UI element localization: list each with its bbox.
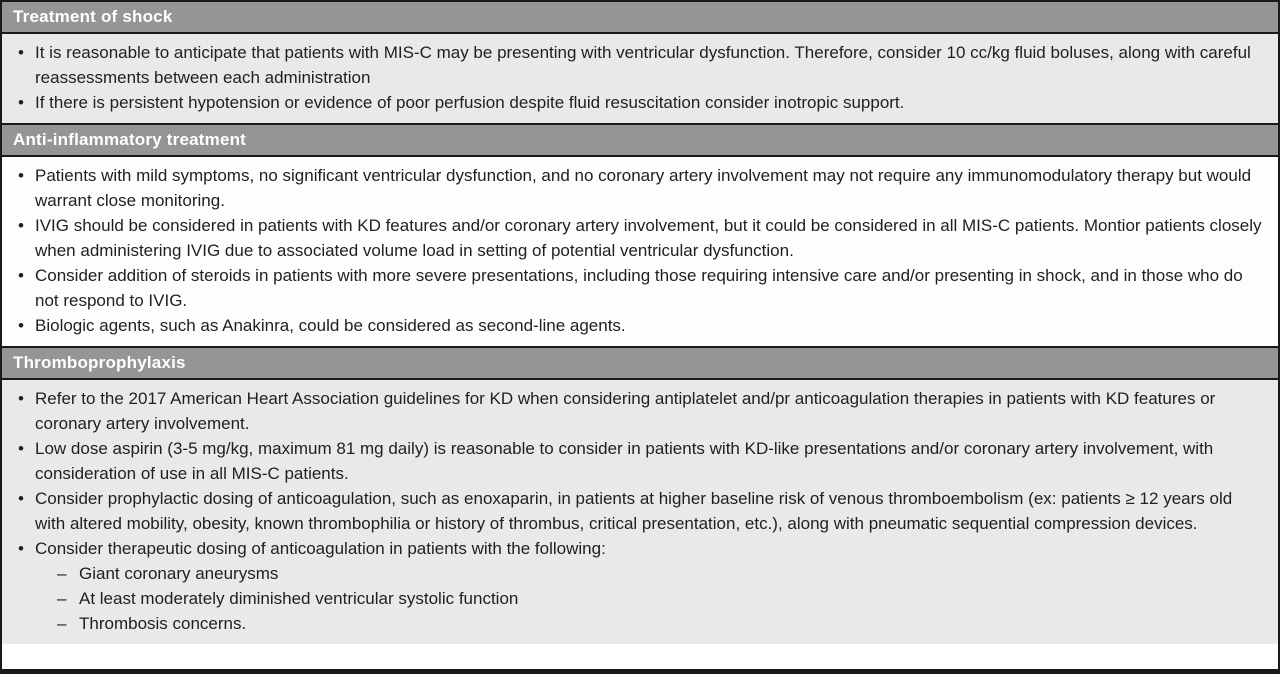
section-body [2,34,1278,123]
bullet-text: IVIG should be considered in patients with KD features and/or coronary artery involvement, but it could be considered in all MIS-C patients. Montior patients closely when administering IVIG due to associated volume load in setting of potential ventricular dysfunction. [35,216,1262,260]
dash-marker: – [57,589,67,608]
bullet-item [18,163,1270,213]
bullet-item [18,536,1270,561]
bullet-text: Biologic agents, such as Anakinra, could be considered as second-line agents. [35,316,626,335]
bullet-item [18,313,1270,338]
bullet-marker: • [18,316,24,335]
sub-item [57,611,1270,636]
bullet-text: Patients with mild symptoms, no significant ventricular dysfunction, and no coronary artery involvement may not require any immunomodulatory therapy but would warrant close monitoring. [35,166,1252,210]
bullet-marker: • [18,216,24,235]
table-section [2,123,1278,346]
bullet-item [18,40,1270,90]
table-section [2,346,1278,669]
bullet-marker: • [18,489,24,508]
bullet-item [18,90,1270,115]
bullet-marker: • [18,439,24,458]
bullet-item [18,386,1270,436]
bullet-marker: • [18,43,24,62]
bullet-marker: • [18,93,24,112]
bullet-item [18,436,1270,486]
bullet-text: Consider prophylactic dosing of anticoagulation, such as enoxaparin, in patients at higher baseline risk of venous thromboembolism (ex: patients ≥ 12 years old with altered mobility, obesity, known thrombophilia or history of thrombus, critical presentation, etc.), along with pneumatic sequential compression devices. [35,489,1233,533]
bullet-item [18,213,1270,263]
bullet-text: If there is persistent hypotension or evidence of poor perfusion despite fluid resuscitation consider inotropic support. [35,93,905,112]
bullet-text: It is reasonable to anticipate that patients with MIS-C may be presenting with ventricular dysfunction. Therefore, consider 10 cc/kg fluid boluses, along with careful reassessments between each administration [35,43,1251,87]
sub-item-text: At least moderately diminished ventricular systolic function [79,589,519,608]
bullet-text: Low dose aspirin (3-5 mg/kg, maximum 81 mg daily) is reasonable to consider in patients with KD-like presentations and/or coronary artery involvement, with consideration of use in all MIS-C patients. [35,439,1214,483]
section-header: Treatment of shock [2,2,1278,34]
section-header: Anti-inflammatory treatment [2,123,1278,157]
bullet-text: Refer to the 2017 American Heart Association guidelines for KD when considering antiplatelet and/pr anticoagulation therapies in patients with KD features or coronary artery involvement. [35,389,1216,433]
bullet-item [18,263,1270,313]
sub-item-text: Thrombosis concerns. [79,614,247,633]
sub-item [57,561,1270,586]
bullet-item [18,486,1270,536]
bullet-marker: • [18,389,24,408]
bullet-marker: • [18,266,24,285]
section-body [2,380,1278,644]
dash-marker: – [57,564,67,583]
table-section [2,2,1278,123]
section-header: Thromboprophylaxis [2,346,1278,380]
bullet-marker: • [18,166,24,185]
sub-item [57,586,1270,611]
bullet-text: Consider therapeutic dosing of anticoagulation in patients with the following: [35,539,606,558]
section-body [2,157,1278,346]
sub-item-text: Giant coronary aneurysms [79,564,279,583]
dash-marker: – [57,614,67,633]
bullet-marker: • [18,539,24,558]
bullet-text: Consider addition of steroids in patients with more severe presentations, including those requiring intensive care and/or presenting in shock, and in those who do not respond to IVIG. [35,266,1243,310]
